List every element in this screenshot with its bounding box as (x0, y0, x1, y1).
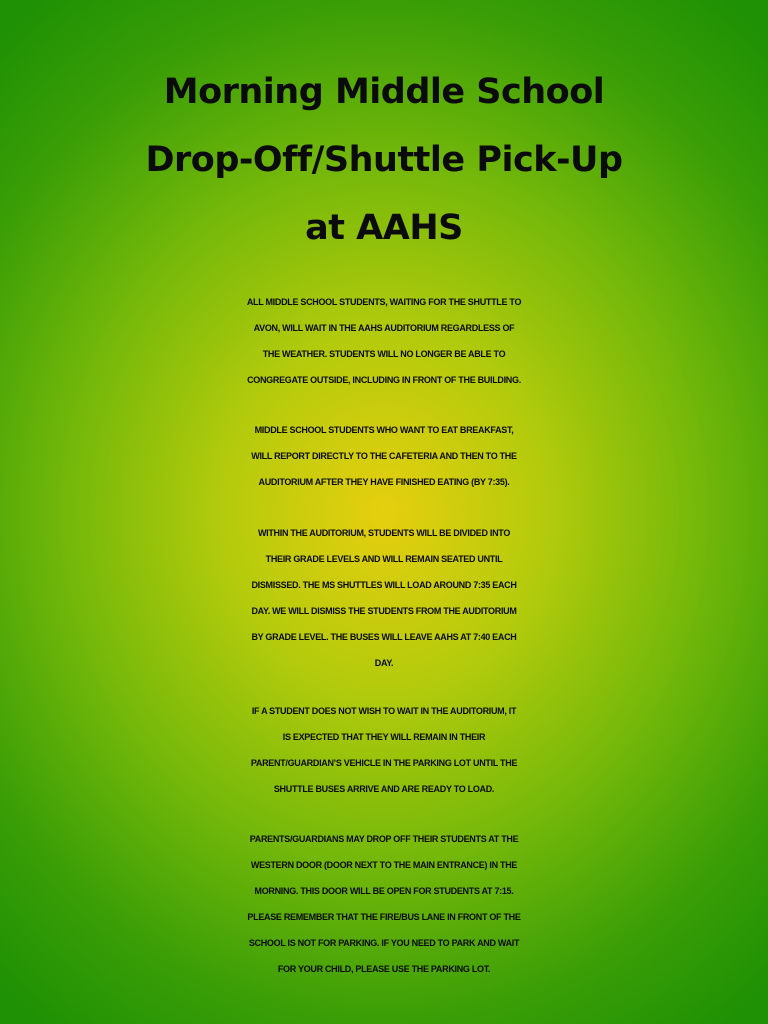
paragraph-line: WESTERN DOOR (DOOR NEXT TO THE MAIN ENTRANCE) IN THE (250, 860, 518, 870)
title-line-1: Morning Middle School (163, 72, 605, 112)
paragraph-auditorium-waiting (0, 289, 768, 393)
paragraph-vehicle-waiting (0, 698, 768, 802)
paragraph-line: ALL MIDDLE SCHOOL STUDENTS, WAITING FOR THE SHUTTLE TO (246, 297, 522, 307)
paragraph-drop-off (0, 826, 768, 982)
paragraph-line: FOR YOUR CHILD, PLEASE USE THE PARKING LOT. (277, 964, 491, 974)
paragraph-line: IF A STUDENT DOES NOT WISH TO WAIT IN THE AUDITORIUM, IT (251, 706, 517, 716)
poster-title (0, 58, 768, 262)
paragraph-line: DAY. (374, 658, 394, 668)
paragraph-line: DISMISSED. THE MS SHUTTLES WILL LOAD AROUND 7:35 EACH (251, 580, 517, 590)
paragraph-line: PARENT/GUARDIAN’S VEHICLE IN THE PARKING LOT UNTIL THE (250, 758, 518, 768)
paragraph-line: AVON, WILL WAIT IN THE AAHS AUDITORIUM REGARDLESS OF (253, 323, 515, 333)
title-line-2: Drop-Off/Shuttle Pick-Up (145, 140, 623, 180)
paragraph-line: BY GRADE LEVEL. THE BUSES WILL LEAVE AAHS AT 7:40 EACH (251, 632, 517, 642)
paragraph-breakfast (0, 417, 768, 495)
paragraph-line: SCHOOL IS NOT FOR PARKING. IF YOU NEED TO PARK AND WAIT (248, 938, 520, 948)
paragraph-line: MORNING. THIS DOOR WILL BE OPEN FOR STUDENTS AT 7:15. (254, 886, 514, 896)
paragraph-line: WITHIN THE AUDITORIUM, STUDENTS WILL BE DIVIDED INTO (257, 528, 511, 538)
paragraph-line: AUDITORIUM AFTER THEY HAVE FINISHED EATING (BY 7:35). (258, 477, 510, 487)
paragraph-line: THEIR GRADE LEVELS AND WILL REMAIN SEATED UNTIL (265, 554, 503, 564)
title-line-3: at AAHS (305, 208, 463, 248)
paragraph-line: CONGREGATE OUTSIDE, INCLUDING IN FRONT OF THE BUILDING. (247, 375, 521, 385)
paragraph-line: DAY. WE WILL DISMISS THE STUDENTS FROM THE AUDITORIUM (251, 606, 517, 616)
paragraph-line: IS EXPECTED THAT THEY WILL REMAIN IN THEIR (282, 732, 486, 742)
paragraph-line: PLEASE REMEMBER THAT THE FIRE/BUS LANE IN FRONT OF THE (247, 912, 521, 922)
paragraph-line: SHUTTLE BUSES ARRIVE AND ARE READY TO LOAD. (273, 784, 495, 794)
paragraph-line: MIDDLE SCHOOL STUDENTS WHO WANT TO EAT BREAKFAST, (254, 425, 514, 435)
paragraph-line: WILL REPORT DIRECTLY TO THE CAFETERIA AND THEN TO THE (251, 451, 517, 461)
paragraph-grade-levels (0, 520, 768, 676)
paragraph-line: PARENTS/GUARDIANS MAY DROP OFF THEIR STUDENTS AT THE (249, 834, 519, 844)
paragraph-line: THE WEATHER. STUDENTS WILL NO LONGER BE ABLE TO (262, 349, 506, 359)
